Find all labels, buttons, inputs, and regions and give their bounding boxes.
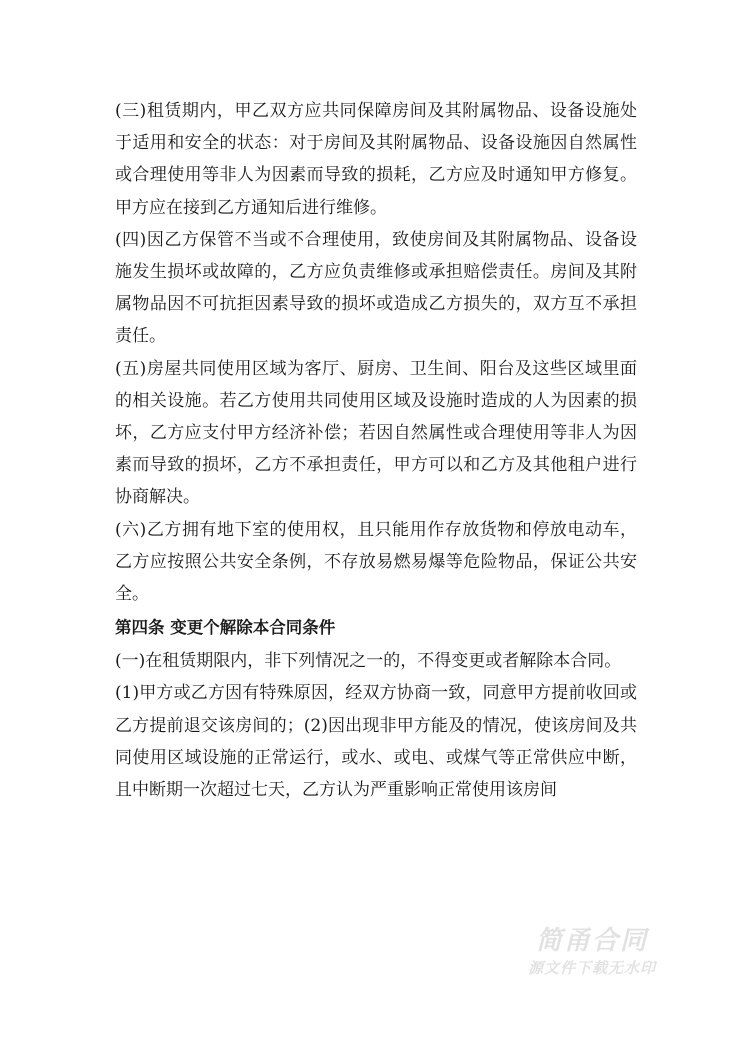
paragraph-clause-3: (三)租赁期内，甲乙双方应共同保障房间及其附属物品、设备设施处于适用和安全的状态：对于房间及其附属物品、设备设施因自然属性或合理使用等非人为因素而导致的损耗，乙方应及时通知甲方修复。甲方应在接到乙方通知后进行维修。 [115, 101, 637, 218]
paragraph-subclause-1: (一)在租赁期限内，非下列情况之一的，不得变更或者解除本合同。 [115, 651, 622, 672]
paragraph-clause-4: (四)因乙方保管不当或不合理使用，致使房间及其附属物品、设备设施发生损坏或故障的，乙方应负责维修或承担赔偿责任。房间及其附属物品因不可抗拒因素导致的损坏或造成乙方损失的，双方互不承担责任。 [115, 229, 637, 347]
paragraph-clause-6: (六)乙方拥有地下室的使用权，且只能用作存放货物和停放电动车，乙方应按照公共安全条例，不存放易燃易爆等危险物品，保证公共安全。 [115, 519, 637, 605]
watermark-main-text: 简甬合同 [535, 926, 648, 956]
paragraph-subclause-1-items: (1)甲方或乙方因有特殊原因，经双方协商一致，同意甲方提前收回或乙方提前退交该房间的；(2)因出现非甲方能及的情况，使该房间及共同使用区域设施的正常运行，或水、或电、或煤气等正常供应中断，且中断期一次超过七天，乙方认为严重影响正常使用该房间 [115, 683, 637, 801]
watermark-sub-text: 源文件下载无水印 [527, 959, 656, 977]
paragraph-clause-5: (五)房屋共同使用区域为客厅、厨房、卫生间、阳台及这些区域里面的相关设施。若乙方使用共同使用区域及设施时造成的人为因素的损坏，乙方应支付甲方经济补偿；若因自然属性或合理使用等非人为因素而导致的损坏，乙方不承担责任，甲方可以和乙方及其他租户进行协商解决。 [115, 358, 637, 508]
section-heading-article-4: 第四条 变更个解除本合同条件 [115, 618, 336, 638]
document-body [115, 95, 637, 806]
watermark-logo [502, 925, 682, 979]
